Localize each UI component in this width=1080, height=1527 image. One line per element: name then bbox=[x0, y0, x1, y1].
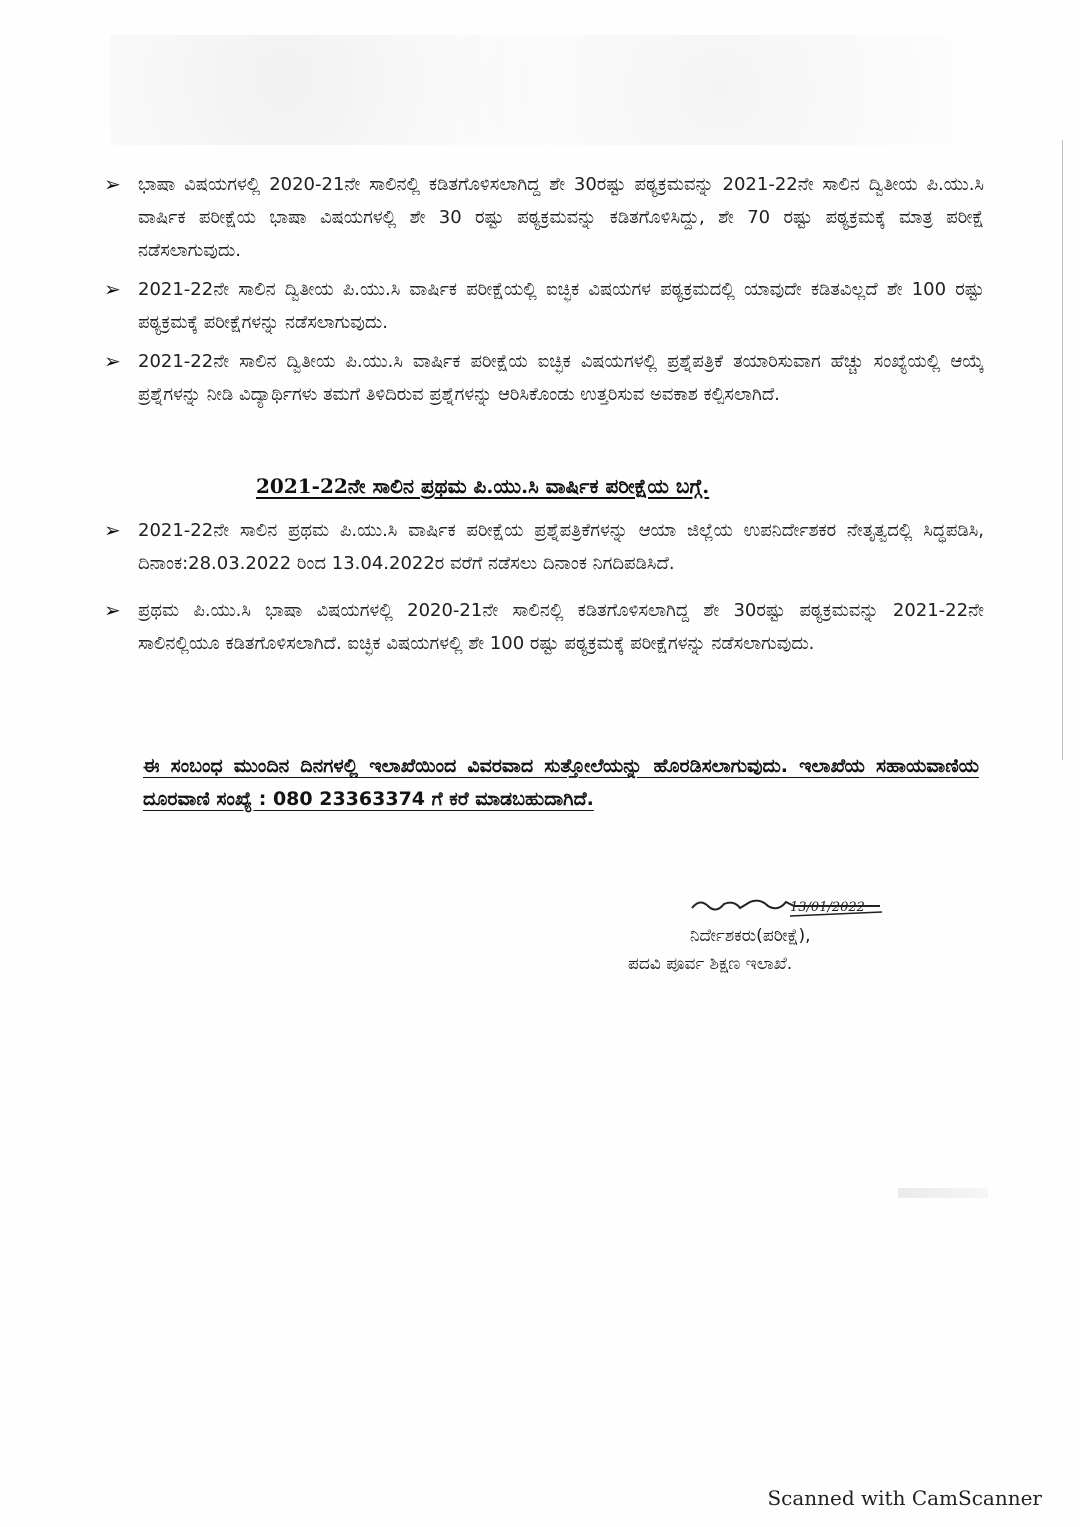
signatory-department: ಪದವಿ ಪೂರ್ವ ಶಿಕ್ಷಣ ಇಲಾಖೆ. bbox=[628, 954, 793, 974]
arrow-bullet-icon: ➢ bbox=[104, 277, 121, 301]
bullet-text: 2021-22ನೇ ಸಾಲಿನ ದ್ವಿತೀಯ ಪಿ.ಯು.ಸಿ ವಾರ್ಷಿಕ ಪರೀಕ್ಷೆಯ ಐಚ್ಛಿಕ ವಿಷಯಗಳಲ್ಲಿ ಪ್ರಶ್ನೆಪತ್ರಿಕೆ ತಯಾರಿಸುವಾಗ ಹೆಚ್ಚು ಸಂಖ್ಯೆಯಲ್ಲಿ ಆಯ್ಕೆ ಪ್ರಶ್ನೆಗಳನ್ನು ನೀಡಿ ವಿದ್ಯಾರ್ಥಿಗಳು ತಮಗೆ ತಿಳಿದಿರುವ ಪ್ರಶ್ನೆಗಳನ್ನು ಆರಿಸಿಕೊಂಡು ಉತ್ತರಿಸುವ ಅವಕಾಶ ಕಲ್ಪಿಸಲಾಗಿದೆ. bbox=[138, 351, 984, 405]
scanner-watermark: Scanned with CamScanner bbox=[767, 1486, 1042, 1510]
arrow-bullet-icon: ➢ bbox=[104, 172, 121, 196]
scan-edge-line bbox=[1062, 140, 1063, 760]
bullet-item bbox=[104, 345, 984, 411]
arrow-bullet-icon: ➢ bbox=[104, 598, 121, 622]
signatory-title: ನಿರ್ದೇಶಕರು(ಪರೀಕ್ಷೆ), bbox=[690, 926, 811, 946]
arrow-bullet-icon: ➢ bbox=[104, 518, 121, 542]
bullet-item bbox=[104, 273, 984, 339]
section-heading: 2021-22ನೇ ಸಾಲಿನ ಪ್ರಥಮ ಪಿ.ಯು.ಸಿ ವಾರ್ಷಿಕ ಪರೀಕ್ಷೆಯ ಬಗ್ಗೆ. bbox=[256, 474, 710, 498]
bullet-text: 2021-22ನೇ ಸಾಲಿನ ಪ್ರಥಮ ಪಿ.ಯು.ಸಿ ವಾರ್ಷಿಕ ಪರೀಕ್ಷೆಯ ಪ್ರಶ್ನೆಪತ್ರಿಕೆಗಳನ್ನು ಆಯಾ ಜಿಲ್ಲೆಯ ಉಪನಿರ್ದೇಶಕರ ನೇತೃತ್ವದಲ್ಲಿ ಸಿದ್ಧಪಡಿಸಿ, ದಿನಾಂಕ:28.03.2022 ರಿಂದ 13.04.2022ರ ವರೆಗೆ ನಡೆಸಲು ದಿನಾಂಕ ನಿಗದಿಪಡಿಸಿದೆ. bbox=[138, 520, 984, 574]
faint-scan-mark bbox=[898, 1188, 988, 1198]
helpline-notice: ಈ ಸಂಬಂಧ ಮುಂದಿನ ದಿನಗಳಲ್ಲಿ ಇಲಾಖೆಯಿಂದ ವಿವರವಾದ ಸುತ್ತೋಲೆಯನ್ನು ಹೊರಡಿಸಲಾಗುವುದು. ಇಲಾಖೆಯ ಸಹಾಯವಾಣಿಯ ದೂರವಾಣಿ ಸಂಖ್ಯೆ : 080 23363374 ಗೆ ಕರೆ ಮಾಡಬಹುದಾಗಿದೆ. bbox=[143, 755, 979, 810]
bullet-list-first-puc bbox=[104, 514, 984, 660]
bullet-list-second-puc bbox=[104, 168, 984, 411]
bullet-item bbox=[104, 594, 984, 660]
scan-noise bbox=[110, 35, 980, 145]
bullet-text: 2021-22ನೇ ಸಾಲಿನ ದ್ವಿತೀಯ ಪಿ.ಯು.ಸಿ ವಾರ್ಷಿಕ ಪರೀಕ್ಷೆಯಲ್ಲಿ ಐಚ್ಛಿಕ ವಿಷಯಗಳ ಪಠ್ಯಕ್ರಮದಲ್ಲಿ ಯಾವುದೇ ಕಡಿತವಿಲ್ಲದೆ ಶೇ 100 ರಷ್ಟು ಪಠ್ಯಕ್ರಮಕ್ಕೆ ಪರೀಕ್ಷೆಗಳನ್ನು ನಡೆಸಲಾಗುವುದು. bbox=[138, 279, 984, 333]
bullet-text: ಭಾಷಾ ವಿಷಯಗಳಲ್ಲಿ 2020-21ನೇ ಸಾಲಿನಲ್ಲಿ ಕಡಿತಗೊಳಿಸಲಾಗಿದ್ದ ಶೇ 30ರಷ್ಟು ಪಠ್ಯಕ್ರಮವನ್ನು 2021-22ನೇ ಸಾಲಿನ ದ್ವಿತೀಯ ಪಿ.ಯು.ಸಿ ವಾರ್ಷಿಕ ಪರೀಕ್ಷೆಯ ಭಾಷಾ ವಿಷಯಗಳಲ್ಲಿ ಶೇ 30 ರಷ್ಟು ಪಠ್ಯಕ್ರಮವನ್ನು ಕಡಿತಗೊಳಿಸಿದ್ದು, ಶೇ 70 ರಷ್ಟು ಪಠ್ಯಕ್ರಮಕ್ಕೆ ಮಾತ್ರ ಪರೀಕ್ಷೆ ನಡೆಸಲಾಗುವುದು. bbox=[138, 174, 984, 261]
signature-block bbox=[628, 890, 990, 978]
arrow-bullet-icon: ➢ bbox=[104, 349, 121, 373]
signature-date: 13/01/2022 bbox=[790, 900, 865, 915]
bullet-text: ಪ್ರಥಮ ಪಿ.ಯು.ಸಿ ಭಾಷಾ ವಿಷಯಗಳಲ್ಲಿ 2020-21ನೇ ಸಾಲಿನಲ್ಲಿ ಕಡಿತಗೊಳಿಸಲಾಗಿದ್ದ ಶೇ 30ರಷ್ಟು ಪಠ್ಯಕ್ರಮವನ್ನು 2021-22ನೇ ಸಾಲಿನಲ್ಲಿಯೂ ಕಡಿತಗೊಳಿಸಲಾಗಿದೆ. ಐಚ್ಛಿಕ ವಿಷಯಗಳಲ್ಲಿ ಶೇ 100 ರಷ್ಟು ಪಠ್ಯಕ್ರಮಕ್ಕೆ ಪರೀಕ್ಷೆಗಳನ್ನು ನಡೆಸಲಾಗುವುದು. bbox=[138, 600, 984, 654]
bullet-item bbox=[104, 514, 984, 580]
bullet-item bbox=[104, 168, 984, 267]
